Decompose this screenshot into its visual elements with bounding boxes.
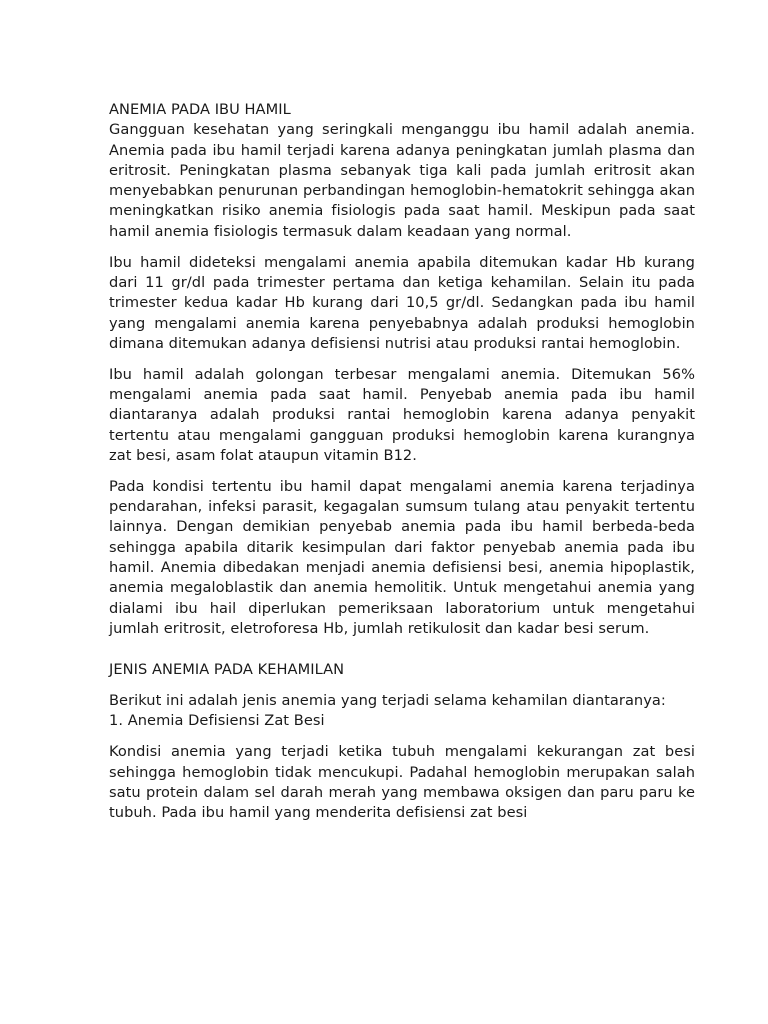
paragraph-2: Ibu hamil dideteksi mengalami anemia apabila ditemukan kadar Hb kurang dari 11 gr/dl pada trimester pertama dan ketiga kehamilan. Selain itu pada trimester kedua kadar Hb kurang dari 10,5 gr/dl. Sedangkan pada ibu hamil yang mengalami anemia karena penyebabnya adalah produksi hemoglobin dimana ditemukan adanya defisiensi nutrisi atau produksi rantai hemoglobin.	[109, 253, 695, 352]
list-item-text-1: Kondisi anemia yang terjadi ketika tubuh mengalami kekurangan zat besi sehingga hemoglobin tidak mencukupi. Padahal hemoglobin merupakan salah satu protein dalam sel darah merah yang membawa oksigen dan paru paru ke tubuh. Pada ibu hamil yang menderita defisiensi zat besi	[109, 743, 695, 822]
paragraph-3: Ibu hamil adalah golongan terbesar mengalami anemia. Ditemukan 56% mengalami anemia pada saat hamil. Penyebab anemia pada ibu hamil diantaranya adalah produksi rantai hemoglobin karena adanya penyakit tertentu atau mengalami gangguan produksi hemoglobin karena kurangnya zat besi, asam folat ataupun vitamin B12.	[109, 365, 695, 464]
document-body	[109, 100, 695, 823]
section-title-anemia-ibu-hamil: ANEMIA PADA IBU HAMIL	[109, 101, 291, 118]
section-title-jenis-anemia: JENIS ANEMIA PADA KEHAMILAN	[109, 661, 345, 679]
paragraph-1: Gangguan kesehatan yang seringkali menganggu ibu hamil adalah anemia. Anemia pada ibu hamil terjadi karena adanya peningkatan jumlah plasma dan eritrosit. Peningkatan plasma sebanyak tiga kali pada jumlah eritrosit akan menyebabkan penurunan perbandingan hemoglobin-hematokrit sehingga akan meningkatkan risiko anemia fisiologis pada saat hamil. Meskipun pada saat hamil anemia fisiologis termasuk dalam keadaan yang normal.	[109, 121, 695, 240]
section2-intro: Berikut ini adalah jenis anemia yang terjadi selama kehamilan diantaranya:	[109, 692, 666, 710]
paragraph-4: Pada kondisi tertentu ibu hamil dapat mengalami anemia karena terjadinya pendarahan, infeksi parasit, kegagalan sumsum tulang atau penyakit tertentu lainnya. Dengan demikian penyebab anemia pada ibu hamil berbeda-beda sehingga apabila ditarik kesimpulan dari faktor penyebab anemia pada ibu hamil. Anemia dibedakan menjadi anemia defisiensi besi, anemia hipoplastik, anemia megaloblastik dan anemia hemolitik. Untuk mengetahui anemia yang dialami ibu hail diperlukan pemeriksaan laboratorium untuk mengetahui jumlah eritrosit, eletroforesa Hb, jumlah retikulosit dan kadar besi serum.	[109, 477, 695, 637]
list-item-label-1: 1. Anemia Defisiensi Zat Besi	[109, 712, 325, 730]
